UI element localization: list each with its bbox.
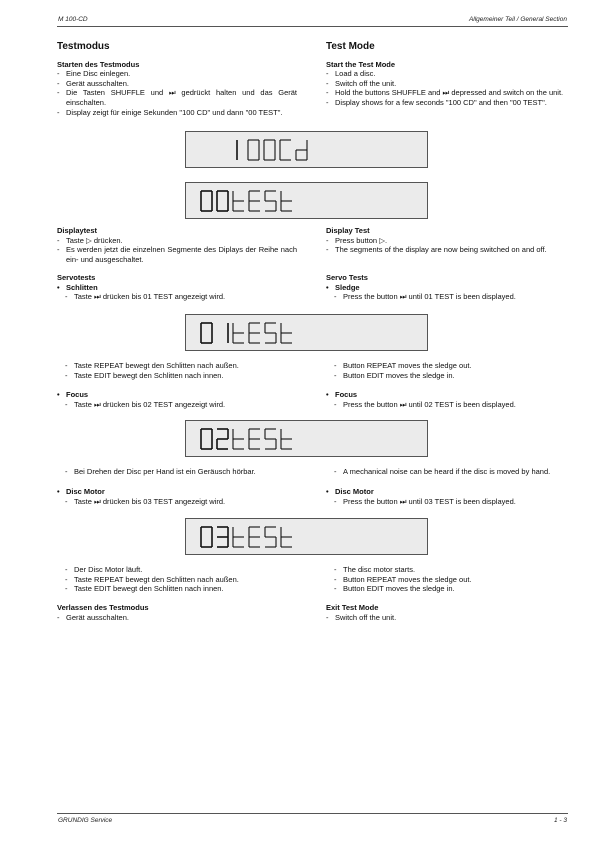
list-item: - Switch off the unit. — [326, 79, 568, 89]
en-focus-after-list — [326, 467, 568, 477]
list-item: - Load a disc. — [326, 69, 568, 79]
list-item: - The disc motor starts. — [334, 565, 568, 575]
lcd-segments — [186, 421, 429, 458]
en-start-list — [326, 69, 568, 107]
lcd-segments — [186, 315, 429, 352]
de-title: Testmodus — [57, 41, 110, 52]
en-start-block — [326, 42, 568, 108]
de-sledge-title: • Schlitten — [57, 283, 297, 293]
de-motor-after-list — [57, 565, 297, 594]
list-item: - Taste REPEAT bewegt den Schlitten nach außen. — [65, 361, 297, 371]
de-exit-heading: Verlassen des Testmodus — [57, 603, 149, 612]
list-item: - Taste EDIT bewegt den Schlitten nach innen. — [65, 584, 297, 594]
de-start-heading: Starten des Testmodus — [57, 59, 140, 69]
de-display-test-heading: Displaytest — [57, 226, 98, 235]
de-sledge-after-list — [57, 361, 297, 380]
list-item: - Taste ⏭ drücken bis 01 TEST angezeigt wird. — [65, 292, 297, 302]
en-display-test-list — [326, 236, 568, 255]
list-item: - Taste EDIT bewegt den Schlitten nach innen. — [65, 371, 297, 381]
en-motor-after-block — [326, 565, 568, 594]
de-focus-title: • Focus — [57, 390, 297, 400]
list-item: - Press the button ⏭ until 02 TEST is been displayed. — [334, 400, 568, 410]
list-item: - Gerät ausschalten. — [57, 79, 297, 89]
lcd-display-00-test — [185, 182, 428, 219]
list-item: - Button REPEAT moves the sledge out. — [334, 575, 568, 585]
header-rule — [57, 26, 568, 27]
de-exit-block — [57, 603, 297, 622]
en-focus-title: • Focus — [326, 390, 568, 400]
en-exit-heading: Exit Test Mode — [326, 603, 379, 612]
en-sledge-after-block — [326, 361, 568, 380]
list-item: - Bei Drehen der Disc per Hand ist ein Geräusch hörbar. — [65, 467, 297, 477]
en-motor-after-list — [326, 565, 568, 594]
lcd-segments — [186, 183, 429, 220]
list-item: - Button EDIT moves the sledge in. — [334, 371, 568, 381]
list-item: - Display shows for a few seconds "100 CD" and then "00 TEST". — [326, 98, 568, 108]
de-display-test-block — [57, 226, 297, 264]
de-exit-list — [57, 613, 297, 623]
de-sledge-list — [57, 292, 297, 302]
de-motor-after-block — [57, 565, 297, 594]
lcd-segments — [186, 132, 429, 169]
de-motor-list — [57, 497, 297, 507]
de-focus-after-block — [57, 467, 297, 477]
de-display-test-list — [57, 236, 297, 265]
list-item: - Press the button ⏭ until 01 TEST is been displayed. — [334, 292, 568, 302]
lcd-display-100cd — [185, 131, 428, 168]
en-motor-title: • Disc Motor — [326, 487, 568, 497]
list-item: - Taste ⏭ drücken bis 02 TEST angezeigt wird. — [65, 400, 297, 410]
header-section: Allgemeiner Teil / General Section — [468, 16, 567, 23]
de-focus-block — [57, 390, 297, 409]
list-item: - The segments of the display are now being switched on and off. — [326, 245, 568, 255]
en-focus-list — [326, 400, 568, 410]
list-item: - Button REPEAT moves the sledge out. — [334, 361, 568, 371]
en-display-test-heading: Display Test — [326, 226, 370, 235]
list-item: - Button EDIT moves the sledge in. — [334, 584, 568, 594]
list-item: - Gerät ausschalten. — [57, 613, 297, 623]
de-focus-after-list — [57, 467, 297, 477]
list-item: - Hold the buttons SHUFFLE and ⏭ depressed and switch on the unit. — [326, 88, 568, 98]
en-display-test-block — [326, 226, 568, 255]
list-item: - Der Disc Motor läuft. — [65, 565, 297, 575]
en-sledge-after-list — [326, 361, 568, 380]
de-motor-title: • Disc Motor — [57, 487, 297, 497]
de-start-block — [57, 42, 297, 117]
list-item: - Eine Disc einlegen. — [57, 69, 297, 79]
footer-brand: GRUNDIG Service — [58, 817, 113, 824]
en-sledge-title: • Sledge — [326, 283, 568, 293]
list-item: - Die Tasten SHUFFLE und ⏭ gedrückt halten und das Gerät einschalten. — [57, 88, 297, 107]
de-servo-block — [57, 273, 297, 302]
en-motor-block — [326, 487, 568, 506]
list-item: - Press the button ⏭ until 03 TEST is been displayed. — [334, 497, 568, 507]
list-item: - Press button ▷. — [326, 236, 568, 246]
de-servo-heading: Servotests — [57, 273, 96, 282]
de-start-list — [57, 69, 297, 117]
lcd-segments — [186, 519, 429, 556]
header-model: M 100-CD — [58, 16, 88, 23]
en-title: Test Mode — [326, 41, 375, 52]
list-item: - Es werden jetzt die einzelnen Segmente des Diplays der Reihe nach ein- und ausgeschaltet. — [57, 245, 297, 264]
en-focus-block — [326, 390, 568, 409]
list-item: - Switch off the unit. — [326, 613, 568, 623]
en-focus-after-block — [326, 467, 568, 477]
de-focus-list — [57, 400, 297, 410]
list-item: - Taste ⏭ drücken bis 03 TEST angezeigt wird. — [65, 497, 297, 507]
en-start-heading: Start the Test Mode — [326, 59, 396, 69]
de-sledge-after-block — [57, 361, 297, 380]
en-servo-block — [326, 273, 568, 302]
en-sledge-list — [326, 292, 568, 302]
lcd-display-03-test — [185, 518, 428, 555]
footer-rule — [57, 813, 568, 814]
de-motor-block — [57, 487, 297, 506]
list-item: - Taste ▷ drücken. — [57, 236, 297, 246]
en-motor-list — [326, 497, 568, 507]
list-item: - A mechanical noise can be heard if the disc is moved by hand. — [334, 467, 568, 477]
list-item: - Display zeigt für einige Sekunden "100 CD" und dann "00 TEST". — [57, 108, 297, 118]
list-item: - Taste REPEAT bewegt den Schlitten nach außen. — [65, 575, 297, 585]
en-exit-block — [326, 603, 568, 622]
page-number: 1 - 3 — [553, 817, 567, 824]
lcd-display-02-test — [185, 420, 428, 457]
en-servo-heading: Servo Tests — [326, 273, 368, 282]
lcd-display-01-test — [185, 314, 428, 351]
en-exit-list — [326, 613, 568, 623]
